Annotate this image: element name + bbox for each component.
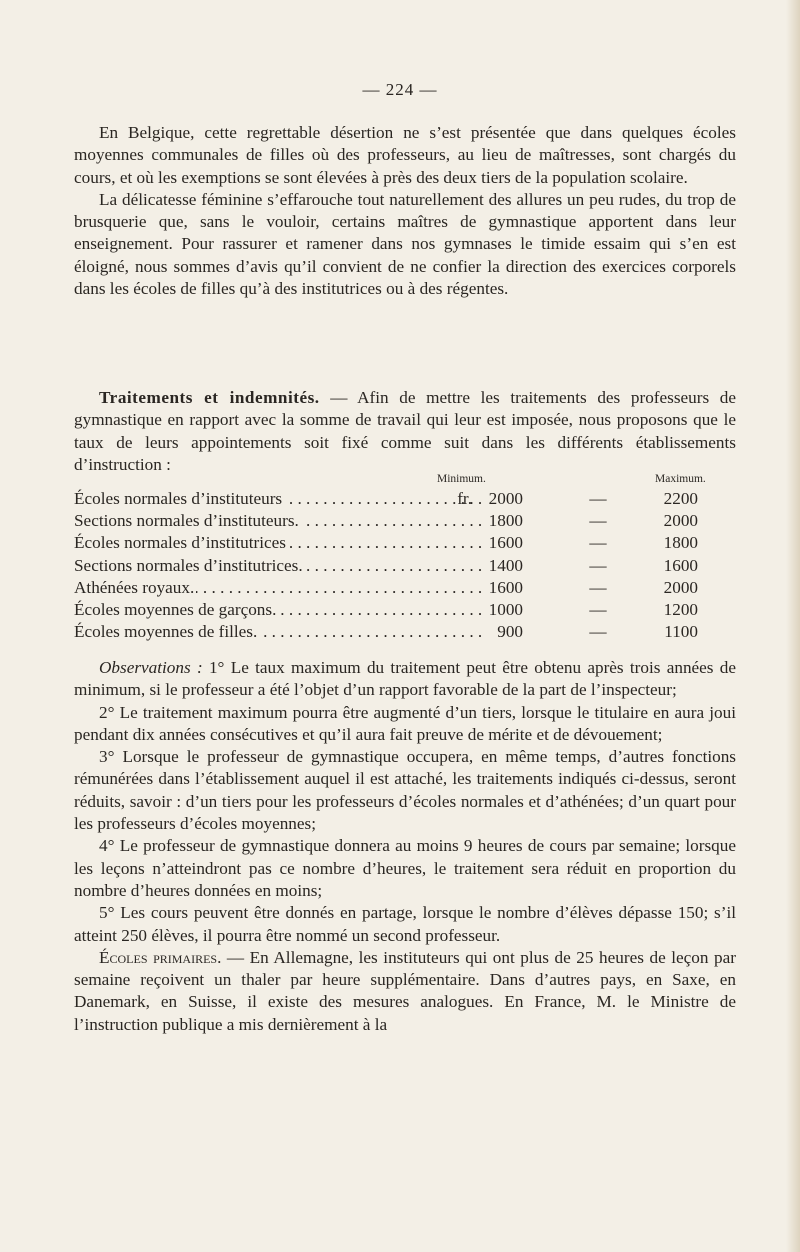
row-dash: — [589,489,607,508]
row-minimum: 1400 [488,555,523,575]
salary-row [74,621,744,643]
row-minimum: 900 [497,622,523,642]
observation-5: 5° Les cours peuvent être donnés en partage, lorsque le nombre d’élèves dépasse 150; s’il atteint 250 élèves, il pourra être nommé un second professeur. [74,903,736,945]
row-label-text: Écoles normales d’instituteurs [74,489,283,508]
row-label [74,555,484,577]
observation-1 [74,657,736,702]
row-dash: — [589,599,607,619]
paragraph-delicatesse: La délicatesse féminine s’effarouche tout naturellement des allures un peu rudes, du trop de brusquerie que, sans le vouloir, certains maîtres de gymnastique apportent dans leur enseignement. Pour rassurer et ramener dans nos gymnases le timide essaim qui s’en est éloigné, nous sommes d’avis qu’il convient de ne confier la direction des exercices corporels dans les écoles de filles qu’à des institutrices ou à des régentes. [74,189,736,299]
row-minimum: 1600 [488,577,523,597]
intro-text [74,122,736,300]
col-minimum-header: Minimum. [437,473,486,485]
ecoles-text: — En Allemagne, les instituteurs qui ont plus de 25 heures de leçon par semaine reçoivent un thaler par heure supplémentaire. Dans d’autres pays, en Saxe, en Danemark, en Suisse, il existe des mesures analogues. En France, M. le Ministre de l’instruction publique a mis dernièrement à la [74,947,736,1034]
currency-label: fr. [457,489,472,508]
row-dash: — [589,622,607,642]
salary-row [74,577,744,599]
row-label-text: Écoles moyennes de garçons. [74,599,277,619]
row-maximum: 1800 [663,533,698,553]
row-maximum: 2200 [663,489,698,508]
section-paragraph [74,387,736,476]
page-number: — 224 — [362,80,438,99]
observation-4: 4° Le professeur de gymnastique donnera au moins 9 heures de cours par semaine; lorsque les leçons n’atteindront pas ce nombre d’heures, le traitement sera réduit en proportion du nombre d’heures données en moins; [74,836,736,900]
row-label [74,599,484,621]
row-label-text: Sections normales d’instituteurs. [74,511,299,531]
salary-row [74,599,744,621]
observation-1-text: 1° Le taux maximum du traitement peut être obtenu après trois années de minimum, si le professeur a été l’objet d’un rapport favorable de la part de l’inspecteur; [74,658,736,700]
observations-label: Observations : [99,658,203,677]
row-label-text: Athénées royaux. [74,577,195,597]
row-label [74,488,484,510]
salary-table-rows [74,488,744,643]
salary-row [74,488,744,510]
row-dash: — [589,511,607,531]
row-minimum: 1800 [488,511,523,531]
salary-row [74,555,744,577]
row-minimum: 2000 [488,489,523,508]
row-maximum: 2000 [663,577,698,597]
row-maximum: 1200 [663,599,698,619]
row-maximum: 1600 [663,555,698,575]
ecoles-label: Écoles primaires. [99,947,222,967]
row-label [74,577,484,599]
row-label [74,510,484,532]
row-label [74,621,484,643]
page-edge-shadow [786,0,800,1252]
row-label-text: Écoles moyennes de filles. [74,622,258,642]
row-dash: — [589,555,607,575]
row-label-text: Sections normales d’institutrices. [74,555,303,575]
observation-2: 2° Le traitement maximum pourra être augmenté d’un tiers, lorsque le titulaire en aura joui pendant dix années consécutives et qu’il aura fait preuve de mérite et de dévouement; [74,702,736,744]
observation-3: 3° Lorsque le professeur de gymnastique occupera, en même temps, d’autres fonctions rémunérées dans l’établissement auquel il est attaché, les traitements indiqués ci-dessus, seront réduits, savoir : d’un tiers pour les professeurs d’écoles normales et d’athénées; d’un quart pour les professeurs d’écoles moyennes; [74,747,736,834]
row-maximum: 1100 [664,622,698,642]
section-traitements [74,387,736,476]
paragraph-ecoles-primaires [74,947,736,1036]
salary-table [74,473,744,643]
observations-text [74,657,736,1036]
section-text: — Afin de mettre les traitements des professeurs de gymnastique en rapport avec la somme de travail qui leur est imposée, nous proposons que le taux de leurs appointements soit fixé comme suit dans les différents établissements d’instruction : [74,388,736,474]
salary-table-header [74,473,744,488]
salary-row [74,510,744,532]
salary-row [74,532,744,554]
row-minimum: 1000 [488,599,523,619]
paragraph-belgique: En Belgique, cette regrettable désertion ne s’est présentée que dans quelques écoles moyennes communales de filles où des professeurs, au lieu de maîtresses, sont chargés du cours, et où les exemptions se sont élevées à près des deux tiers de la population scolaire. [74,123,736,187]
row-minimum: 1600 [488,533,523,553]
col-maximum-header: Maximum. [655,473,706,485]
row-label-text: Écoles normales d’institutrices [74,533,286,553]
row-dash: — [589,577,607,597]
row-maximum: 2000 [663,511,698,531]
section-heading: Traitements et indemnités. [99,388,320,407]
row-label [74,532,484,554]
row-dash: — [589,533,607,553]
